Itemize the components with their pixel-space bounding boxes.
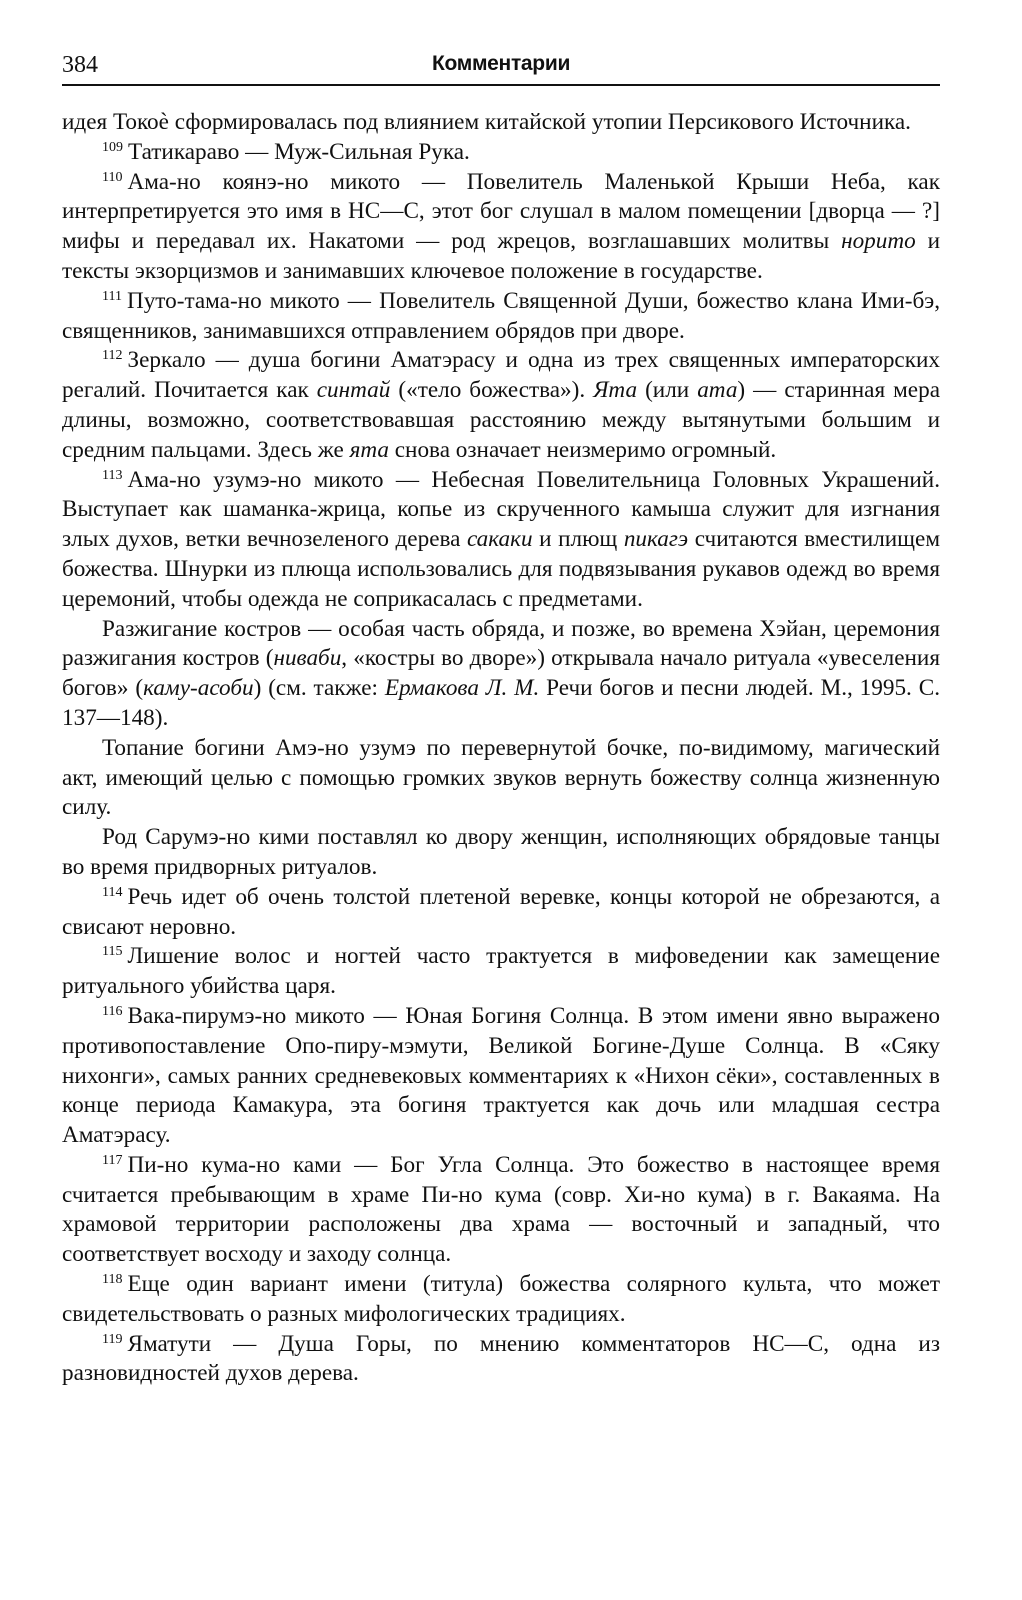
paragraph-text: считаются вместилищем божества. Шнурки из плюща использовались для подвязывания рукавов одежд во время церемоний, чтобы одежда не соприкасалась с предметами. bbox=[62, 526, 940, 612]
book-page bbox=[62, 42, 940, 1389]
commentary-paragraph bbox=[62, 823, 940, 883]
paragraph-text: Татикараво — Муж-Сильная Рука. bbox=[128, 138, 470, 165]
paragraph-text: Речи богов и песни людей. М., 1995. С. 137—148). bbox=[62, 675, 940, 731]
commentary-paragraph bbox=[62, 108, 940, 138]
paragraph-text: Пи-но кума-но ками — Бог Угла Солнца. Это божество в настоящее время считается пребывающим в храме Пи-но кума (совр. Хи-но кума) в г. Вакаяма. На храмовой территории расположены два храма — восточный и западный, что соответствует восходу и заходу солнца. bbox=[62, 1151, 940, 1268]
paragraph-text: Топание богини Амэ-но узумэ по перевернутой бочке, по-видимому, магический акт, имеющий целью с помощью громких звуков вернуть божеству солнца жизненную силу. bbox=[62, 734, 940, 821]
footnote-number: 114 bbox=[102, 884, 123, 900]
paragraph-text: Ама-но узумэ-но микото — Небесная Повелительница Головных Украшений. Выступает как шаманка-жрица, копье из скрученного камыша служит для изгнания злых духов, ветки вечнозеленого дерева bbox=[62, 466, 940, 553]
italic-term: Ермакова Л. М. bbox=[384, 675, 540, 702]
footnote-number: 109 bbox=[102, 139, 123, 155]
footnote-number: 119 bbox=[102, 1331, 123, 1347]
footnote-116 bbox=[62, 1002, 940, 1151]
footnote-number: 110 bbox=[102, 169, 123, 185]
paragraph-text: Зеркало — душа богини Аматэрасу и одна из трех священных императорских регалий. Почитается как bbox=[62, 347, 940, 404]
paragraph-text: ) (см. также: bbox=[253, 675, 385, 702]
paragraph-text: Род Сарумэ-но кими поставлял ко двору женщин, исполняющих обрядовые танцы во время придворных ритуалов. bbox=[62, 824, 940, 880]
paragraph-text: Разжигание костров — особая часть обряда, и позже, во времена Хэйан, церемония разжигания костров ( bbox=[62, 615, 940, 672]
footnote-119 bbox=[62, 1330, 940, 1390]
footnote-109 bbox=[62, 138, 940, 168]
italic-term: пикагэ bbox=[623, 526, 689, 553]
commentary-body bbox=[62, 108, 940, 1389]
italic-term: ята bbox=[349, 436, 389, 463]
paragraph-text: Вака-пирумэ-но микото — Юная Богиня Солнца. В этом имени явно выражено противопоставление Опо-пиру-мэмути, Великой Богине-Душе Солнца. В «Сяку нихонги», самых ранних средневековых комментариях к «Нихон сёки», составленных в конце периода Камакура, эта богиня трактуется как дочь или младшая сестра Аматэрасу. bbox=[62, 1002, 940, 1149]
italic-term: норито bbox=[841, 228, 916, 255]
page-header bbox=[62, 42, 940, 86]
paragraph-text: и тексты экзорцизмов и занимавших ключевое положение в государстве. bbox=[62, 228, 940, 284]
italic-term: сакаки bbox=[466, 526, 533, 553]
footnote-number: 116 bbox=[102, 1003, 123, 1019]
paragraph-text: Ама-но коянэ-но микото — Повелитель Маленькой Крыши Неба, как интерпретируется это имя в НС—С, этот бог слушал в малом помещении [дворца — ?] мифы и передавал их. Накатоми — род жрецов, возглашавших молитвы bbox=[62, 168, 940, 255]
footnote-number: 115 bbox=[102, 944, 123, 960]
paragraph-text: Еще один вариант имени (титула) божества солярного культа, что может свидетельствовать о разных мифологических традициях. bbox=[62, 1271, 940, 1327]
paragraph-text: Путо-тама-но микото — Повелитель Священной Души, божество клана Ими-бэ, священников, занимавшихся отправлением обрядов при дворе. bbox=[62, 287, 940, 344]
page-number: 384 bbox=[62, 52, 98, 78]
footnote-114 bbox=[62, 883, 940, 943]
footnote-115 bbox=[62, 942, 940, 1002]
paragraph-text: ) — старинная мера длины, возможно, соответствовавшая расстоянию между вытянутыми большим и средним пальцами. Здесь же bbox=[62, 377, 940, 463]
running-title: Комментарии bbox=[431, 52, 571, 75]
italic-term: ниваби bbox=[273, 645, 342, 672]
paragraph-text: Лишение волос и ногтей часто трактуется в мифоведении как замещение ритуального убийства царя. bbox=[62, 943, 940, 1000]
commentary-paragraph bbox=[62, 615, 940, 734]
commentary-paragraph bbox=[62, 734, 940, 823]
footnote-113 bbox=[62, 466, 940, 615]
footnote-number: 112 bbox=[102, 348, 123, 364]
paragraph-text: (или bbox=[637, 377, 698, 404]
footnote-number: 113 bbox=[102, 467, 123, 483]
italic-term: синтай bbox=[316, 377, 391, 404]
italic-term: каму-асоби bbox=[143, 675, 254, 702]
paragraph-text: («тело божества»). bbox=[390, 377, 594, 404]
footnote-110 bbox=[62, 168, 940, 287]
footnote-118 bbox=[62, 1270, 940, 1330]
paragraph-text: , «костры во дворе») открывала начало ритуала «увеселения богов» ( bbox=[62, 645, 941, 702]
paragraph-text: идея Токоѐ сформировалась под влиянием китайской утопии Персикового Источника. bbox=[62, 109, 911, 135]
footnote-117 bbox=[62, 1151, 940, 1270]
italic-term: ата bbox=[697, 377, 738, 404]
paragraph-text: снова означает неизмеримо огромный. bbox=[388, 436, 777, 463]
footnote-number: 111 bbox=[102, 288, 122, 304]
paragraph-text: Яматути — Душа Горы, по мнению комментаторов НС—С, одна из разновидностей духов дерева. bbox=[62, 1330, 940, 1387]
italic-term: Ята bbox=[593, 377, 638, 404]
footnote-number: 118 bbox=[102, 1272, 123, 1288]
footnote-112 bbox=[62, 346, 940, 465]
footnote-number: 117 bbox=[102, 1152, 123, 1168]
paragraph-text: Речь идет об очень толстой плетеной веревке, концы которой не обрезаются, а свисают неровно. bbox=[62, 883, 940, 940]
footnote-111 bbox=[62, 287, 940, 347]
paragraph-text: и плющ bbox=[532, 526, 624, 553]
